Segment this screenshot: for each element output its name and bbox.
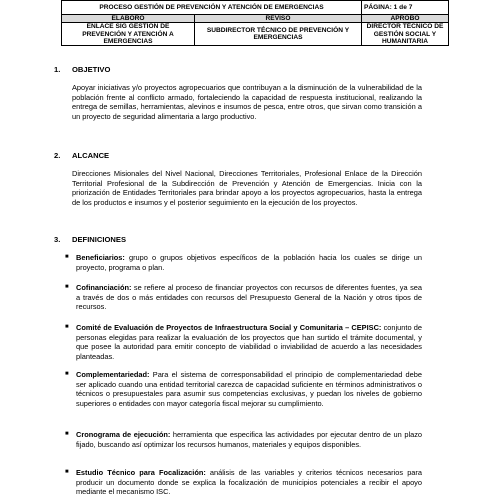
definition-text: se refiere al proceso de financiar proyectos con recursos de diferentes fuentes, ya sea a través de dos o más entidades con recursos del Presupuesto General de la Nación y otros tipos de recursos. [76, 283, 422, 311]
definition-item [65, 323, 422, 361]
bullet-icon: ■ [65, 254, 69, 260]
label-elaboro: ELABORÓ [62, 15, 195, 23]
definition-term: Estudio Técnico para Focalización: [76, 468, 206, 477]
label-reviso: REVISÓ [195, 15, 362, 23]
bullet-icon: ■ [65, 371, 69, 377]
objetivo-paragraph: Apoyar iniciativas y/o proyectos agropecuarios que contribuyan a la disminución de la vulnerabilidad de la población frente al conflicto armado, fortaleciendo la capacidad de respuesta institucional, realizando la entrega de semillas, herramientas, alevinos e insumos de pesca, entre otros, que sirvan como transición a un proyecto de seguridad alimentaria a largo productivo. [72, 83, 422, 121]
section-heading-definiciones [54, 235, 126, 244]
definition-text: análisis de las variables y criterios técnicos necesarios para producir un documento donde se explica la focalización de municipios potenciales a recibir el apoyo mediante el mecanismo ISC. [76, 468, 422, 496]
definition-item [65, 468, 422, 497]
definition-term: Beneficiarios: [76, 253, 125, 262]
section-title: ALCANCE [72, 151, 110, 160]
definition-term: Comité de Evaluación de Proyectos de Infraestructura Social y Comunitaria – CEPISC: [76, 323, 382, 332]
definition-text: herramienta que especifica las actividades por ejecutar dentro de un plazo fijado, buscando así optimizar los recursos humanos, materiales y equipos disponibles. [76, 430, 422, 449]
role-elaboro: ENLACE SIG GESTIÓN DE PREVENCIÓN Y ATENCIÓN A EMERGENCIAS [62, 23, 195, 46]
definition-text: grupo o grupos objetivos específicos de la población hacia los cuales se dirige un proyecto, programa o plan. [76, 253, 422, 272]
section-heading-objetivo [54, 65, 110, 74]
section-number: 2. [54, 151, 61, 160]
alcance-paragraph: Direcciones Misionales del Nivel Nacional, Direcciones Territoriales, Profesional Enlace de la Dirección Territorial Profesional de la Subdirección de Prevención y Atención de Emergencias. Inicia con la priorización de Entidades Territoriales para brindar apoyo a los proyectos agropecuarios, hasta la entrega de los productos e insumos y el posterior seguimiento en la ejecución de los proyectos. [72, 169, 422, 207]
section-heading-alcance [54, 151, 109, 160]
role-reviso: SUBDIRECTOR TÉCNICO DE PREVENCIÓN Y EMERGENCIAS [195, 23, 362, 46]
section-title: DEFINICIONES [72, 235, 127, 244]
definition-text: conjunto de personas elegidas para realizar la evaluación de los proyectos que han surtido el trámite documental, y que posee la autoridad para emitir concepto de viabilidad o inviabilidad de acuerdo a las necesidades planteadas. [76, 323, 422, 361]
page-number: PÁGINA: 1 de 7 [362, 1, 449, 15]
definition-term: Complementariedad: [76, 370, 150, 379]
bullet-icon: ■ [65, 469, 69, 475]
document-header-table [61, 0, 449, 46]
process-title: PROCESO GESTIÓN DE PREVENCIÓN Y ATENCIÓN DE EMERGENCIAS [62, 1, 362, 15]
definition-item [65, 430, 422, 449]
bullet-icon: ■ [65, 431, 69, 437]
definition-text: Para el sistema de corresponsabilidad el principio de complementariedad debe ser aplicado cuando una entidad territorial carezca de capacidad suficiente en términos administrativos o técnicos o presupuestales para asumir sus competencias exclusivas, y puedan los niveles de gobierno superiores o entidades con mayor categoría fiscal mejorar su cumplimiento. [76, 370, 422, 408]
bullet-icon: ■ [65, 324, 69, 330]
section-number: 1. [54, 65, 61, 74]
definition-term: Cronograma de ejecución: [76, 430, 171, 439]
label-aprobo: APROBÓ [362, 15, 449, 23]
definition-item [65, 253, 422, 272]
role-aprobo: DIRECTOR TÉCNICO DE GESTIÓN SOCIAL Y HUMANITARIA [362, 23, 449, 46]
bullet-icon: ■ [65, 284, 69, 290]
definition-item [65, 370, 422, 408]
section-number: 3. [54, 235, 61, 244]
definition-term: Cofinanciación: [76, 283, 132, 292]
section-title: OBJETIVO [72, 65, 111, 74]
definition-item [65, 283, 422, 312]
